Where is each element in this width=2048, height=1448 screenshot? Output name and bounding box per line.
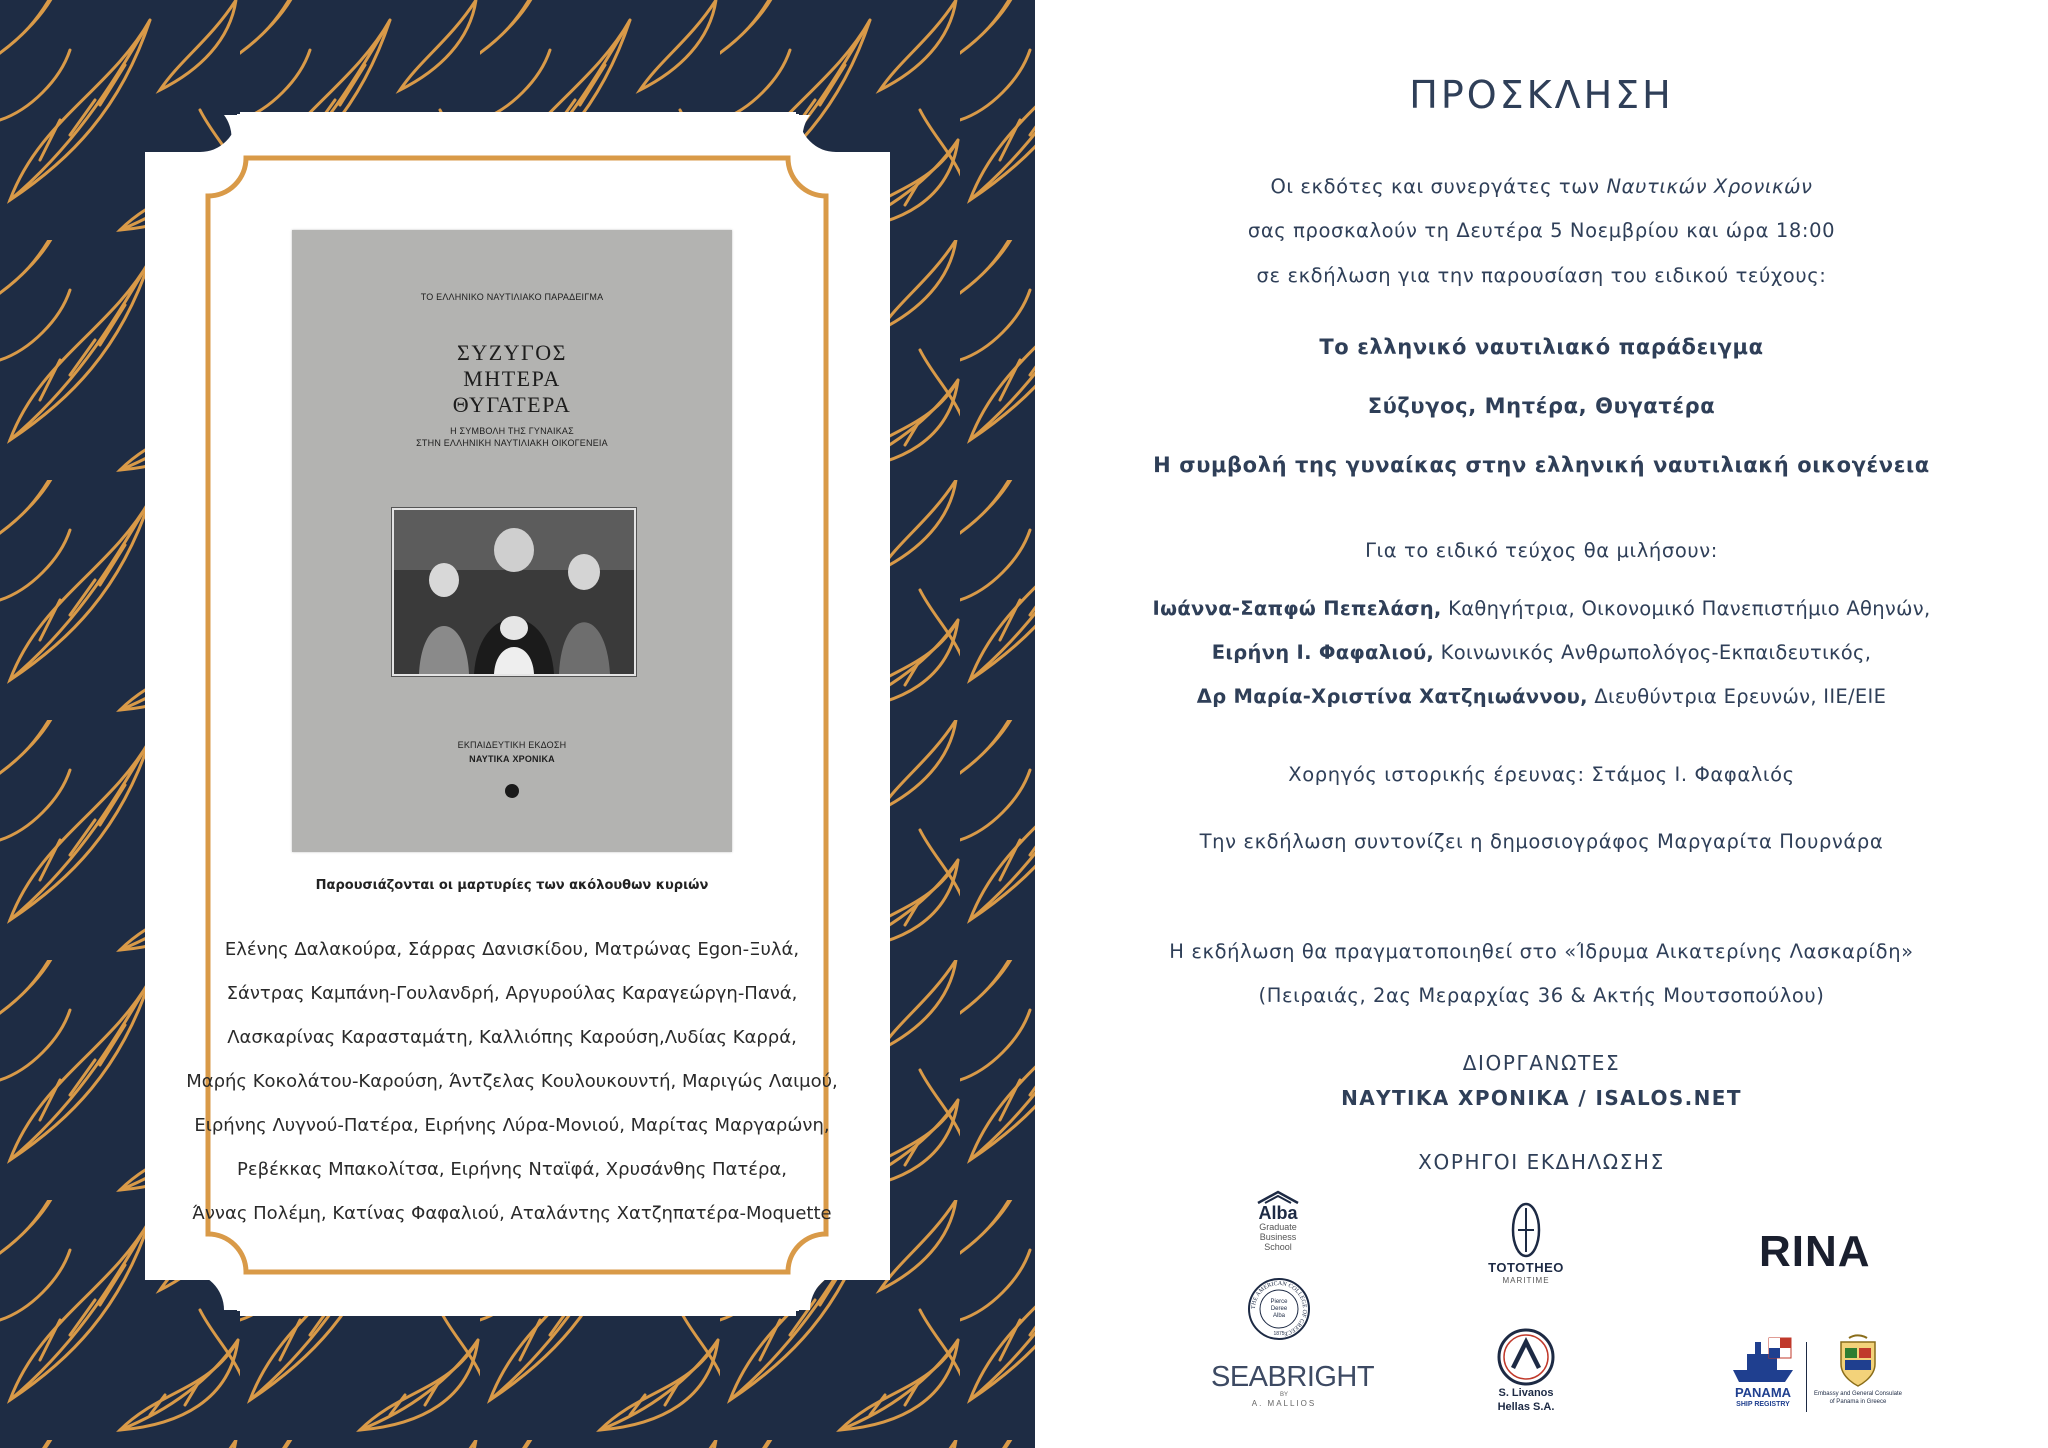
book-publisher-label: ΝΑΥΤΙΚΑ ΧΡΟΝΙΚΑ [469,754,555,764]
event-coordinator: Την εκδήλωση συντονίζει η δημοσιογράφος Μαργαρίτα Πουρνάρα [1199,830,1884,853]
speaker-role: Κοινωνικός Ανθρωπολόγος-Εκπαιδευτικός, [1434,641,1872,664]
venue-line-1: Η εκδήλωση θα πραγματοποιηθεί στο «Ίδρυμα Αικατερίνης Λασκαρίδη» [1169,940,1914,963]
rina-logo [1759,1224,1871,1280]
book-edition-label: ΕΚΠΑΙΔΕΥΤΙΚΗ ΕΚΔΟΣΗ [457,740,567,750]
embassy-logo [1811,1334,1905,1418]
panama-coat-of-arms-icon [1831,1334,1885,1390]
livanos-subtitle: Hellas S.A. [1497,1401,1555,1413]
tototheo-logo [1471,1200,1581,1300]
livanos-emblem-icon [1497,1328,1555,1386]
alba-logo [1246,1190,1310,1266]
panama-registry-logo [1725,1336,1801,1416]
acg-inner-3: Alba [1272,1313,1286,1319]
intro-magazine-name: Ναυτικών Χρονικών [1606,175,1813,198]
issue-title: Το ελληνικό ναυτιλιακό παράδειγμα [1319,335,1764,359]
acg-ring-text: THE AMERICAN COLLEGE OF GREECE [1250,1280,1308,1337]
invitation-title: ΠΡΟΣΚΛΗΣΗ [1409,73,1674,117]
acg-year: 1875 [1273,1331,1285,1337]
tototheo-emblem-icon [1506,1200,1546,1260]
intro-line-1 [1035,172,2048,202]
publisher-logo-icon [505,784,519,798]
book-cover [292,230,732,852]
intro-line-2: σας προσκαλούν τη Δευτέρα 5 Νοεμβρίου και ώρα 18:00 [1247,219,1836,242]
testimonies-names-list [150,928,874,1236]
acg-seal-logo [1247,1277,1311,1341]
issue-description: Η συμβολή της γυναίκας στην ελληνική ναυτιλιακή οικογένεια [1153,453,1930,477]
names-line: Σάντρας Καμπάνη-Γουλανδρή, Αργυρούλας Καραγεώργη-Πανά, [226,983,798,1004]
seabright-subtitle: A. MALLIOS [1251,1399,1317,1408]
testimonies-heading: Παρουσιάζονται οι μαρτυρίες των ακόλουθων κυριών [315,878,709,893]
family-photo-image [394,510,634,674]
organizers-names: ΝΑΥΤΙΚΑ ΧΡΟΝΙΚΑ / ISALOS.NET [1341,1086,1742,1110]
speaker-role: Καθηγήτρια, Οικονομικό Πανεπιστήμιο Αθηνών, [1441,597,1931,620]
panama-name: PANAMA [1734,1385,1792,1400]
alba-roof-icon [1256,1190,1300,1204]
alba-line-1: Graduate [1259,1222,1297,1232]
research-sponsor: Χορηγός ιστορικής έρευνας: Στάμος Ι. Φαφαλιός [1288,763,1795,786]
names-line: Λασκαρίνας Καρασταμάτη, Καλλιόπης Καρούση,Λυδίας Καρρά, [227,1027,797,1048]
book-series-label: ΤΟ ΕΛΛΗΝΙΚΟ ΝΑΥΤΙΛΙΑΚΟ ΠΑΡΑΔΕΙΓΜΑ [420,292,604,302]
tototheo-subtitle: MARITIME [1502,1276,1550,1285]
intro-line-3: σε εκδήλωση για την παρουσίαση του ειδικού τεύχους: [1256,264,1827,287]
intro-prefix: Οι εκδότες και συνεργάτες των [1270,175,1607,198]
acg-seal-icon [1247,1277,1311,1341]
book-title-line-3: ΘΥΓΑΤΕΡΑ [452,392,572,417]
speaker-line [1035,638,2048,668]
names-line: Μαρής Κοκολάτου-Καρούση, Άντζελας Κουλουκουντή, Μαριγώς Λαιμού, [186,1071,838,1092]
panama-divider [1806,1342,1807,1412]
tototheo-name: TOTOTHEO [1488,1260,1564,1275]
speakers-intro: Για το ειδικό τεύχος θα μιλήσουν: [1365,539,1718,562]
panama-subtitle: SHIP REGISTRY [1736,1401,1790,1408]
venue-line-2: (Πειραιάς, 2ας Μεραρχίας 36 & Ακτής Μουτσοπούλου) [1258,984,1825,1007]
speaker-line [1035,594,2048,624]
names-line: Ελένης Δαλακούρα, Σάρρας Δανισκίδου, Ματρώνας Egon-Ξυλά, [224,939,800,960]
seabright-logo [1211,1361,1375,1418]
book-cover-photo [392,508,636,676]
rina-name: RINA [1759,1227,1871,1276]
speaker-name: Ειρήνη Ι. Φαφαλιού, [1211,641,1435,664]
names-line: Άννας Πολέμη, Κατίνας Φαφαλιού, Αταλάντης Χατζηπατέρα-Moquette [192,1203,832,1224]
names-line: Ρεβέκκας Μπακολίτσα, Ειρήνης Νταϊφά, Χρυσάνθης Πατέρα, [237,1159,787,1180]
speaker-line [1035,682,2048,712]
alba-line-3: School [1264,1242,1292,1252]
book-subtitle-line-1: Η ΣΥΜΒΟΛΗ ΤΗΣ ΓΥΝΑΙΚΑΣ [450,426,574,436]
speaker-name: Δρ Μαρία-Χριστίνα Χατζηιωάννου, [1196,685,1588,708]
book-subtitle-line-2: ΣΤΗΝ ΕΛΛΗΝΙΚΗ ΝΑΥΤΙΛΙΑΚΗ ΟΙΚΟΓΕΝΕΙΑ [416,438,608,448]
embassy-caption: Embassy and General Consulate of Panama in Greece [1813,1391,1903,1405]
right-panel [1035,0,2048,1448]
speaker-name: Ιωάννα-Σαπφώ Πεπελάση, [1152,597,1442,620]
alba-line-2: Business [1259,1232,1297,1242]
sponsors-heading: ΧΟΡΗΓΟΙ ΕΚΔΗΛΩΣΗΣ [1418,1150,1665,1174]
alba-name: Alba [1258,1203,1298,1223]
book-title-line-1: ΣΥΖΥΓΟΣ [457,340,567,365]
livanos-name: S. Livanos [1498,1387,1554,1399]
acg-inner-1: Pierce [1270,1299,1288,1305]
speaker-role: Διευθύντρια Ερευνών, ΙΙΕ/ΕΙΕ [1587,685,1887,708]
panama-ship-icon [1729,1336,1797,1386]
issue-subtitle: Σύζυγος, Μητέρα, Θυγατέρα [1367,394,1716,418]
organizers-heading: ΔΙΟΡΓΑΝΩΤΕΣ [1462,1051,1621,1075]
acg-inner-2: Deree [1270,1306,1288,1312]
seabright-by: BY [1279,1392,1288,1398]
book-title-line-2: ΜΗΤΕΡΑ [463,366,561,391]
livanos-logo [1481,1328,1571,1424]
names-line: Ειρήνης Λυγνού-Πατέρα, Ειρήνης Λύρα-Μονιού, Μαρίτας Μαργαρώνη, [194,1115,830,1136]
seabright-name: SEABRIGHT [1211,1361,1375,1393]
